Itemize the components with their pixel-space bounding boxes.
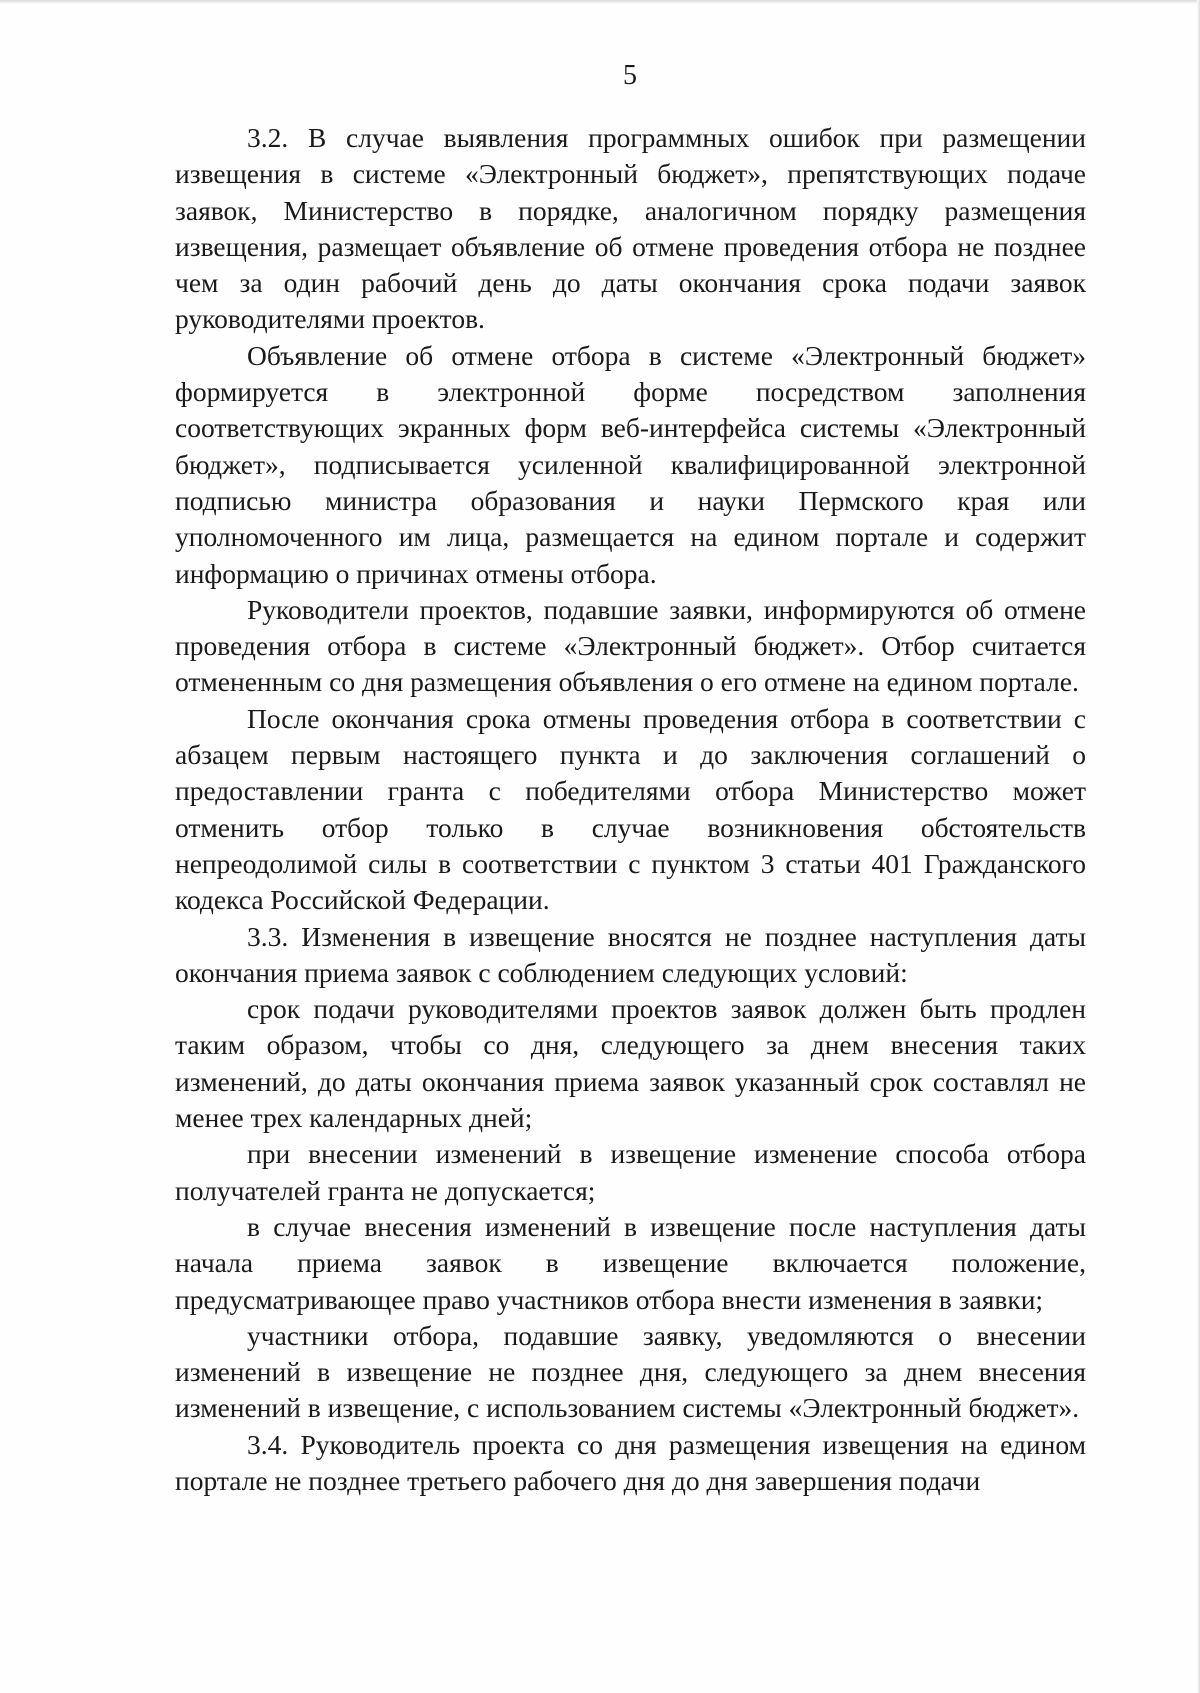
page-number: 5 bbox=[623, 60, 637, 91]
paragraph-cancellation-notice: Объявление об отмене отбора в системе «Электронный бюджет» формируется в электронной форме посредством заполнения соответствующих экранных форм веб-интерфейса системы «Электронный бюджет», подписывается усиленной квалифицированной электронной подписью министра образования и науки Пермского края или уполномоченного им лица, размещается на едином портале и содержит информацию о причинах отмены отбора. bbox=[175, 339, 1086, 589]
paragraph-deadline-extension: срок подачи руководителями проектов заявок должен быть продлен таким образом, чтобы со дня, следующего за днем внесения таких изменений, до даты окончания приема заявок указанный срок составлял не менее трех календарных дней; bbox=[175, 993, 1086, 1134]
paragraph-applicants-informed: Руководители проектов, подавшие заявки, информируются об отмене проведения отбора в системе «Электронный бюджет». Отбор считается отмененным со дня размещения объявления о его отмене на едином портале. bbox=[175, 593, 1086, 698]
paragraph-3-2: 3.2. В случае выявления программных ошибок при размещении извещения в системе «Электронный бюджет», препятствующих подаче заявок, Министерство в порядке, аналогичном порядку размещения извещения, размещает объявление об отмене проведения отбора не позднее чем за один рабочий день до даты окончания срока подачи заявок руководителями проектов. bbox=[175, 122, 1086, 335]
scan-edge-top bbox=[0, 0, 1200, 4]
paragraph-participants-notified: участники отбора, подавшие заявку, уведомляются о внесении изменений в извещение не позднее дня, следующего за днем внесения изменений в извещение, с использованием системы «Электронный бюджет». bbox=[175, 1319, 1086, 1424]
paragraph-amend-applications: в случае внесения изменений в извещение после наступления даты начала приема заявок в извещение включается положение, предусматривающее право участников отбора внести изменения в заявки; bbox=[175, 1210, 1086, 1315]
paragraph-selection-method: при внесении изменений в извещение изменение способа отбора получателей гранта не допускается; bbox=[175, 1138, 1086, 1206]
paragraph-3-3: 3.3. Изменения в извещение вносятся не позднее наступления даты окончания приема заявок с соблюдением следующих условий: bbox=[175, 920, 1086, 988]
document-body bbox=[175, 120, 1086, 1499]
paragraph-force-majeure: После окончания срока отмены проведения отбора в соответствии с абзацем первым настоящего пункта и до заключения соглашений о предоставлении гранта с победителями отбора Министерство может отменить отбор только в случае возникновения обстоятельств непреодолимой силы в соответствии с пунктом 3 статьи 401 Гражданского кодекса Российской Федерации. bbox=[175, 702, 1086, 916]
paragraph-3-4: 3.4. Руководитель проекта со дня размещения извещения на едином портале не позднее третьего рабочего дня до дня завершения подачи bbox=[175, 1428, 1086, 1496]
